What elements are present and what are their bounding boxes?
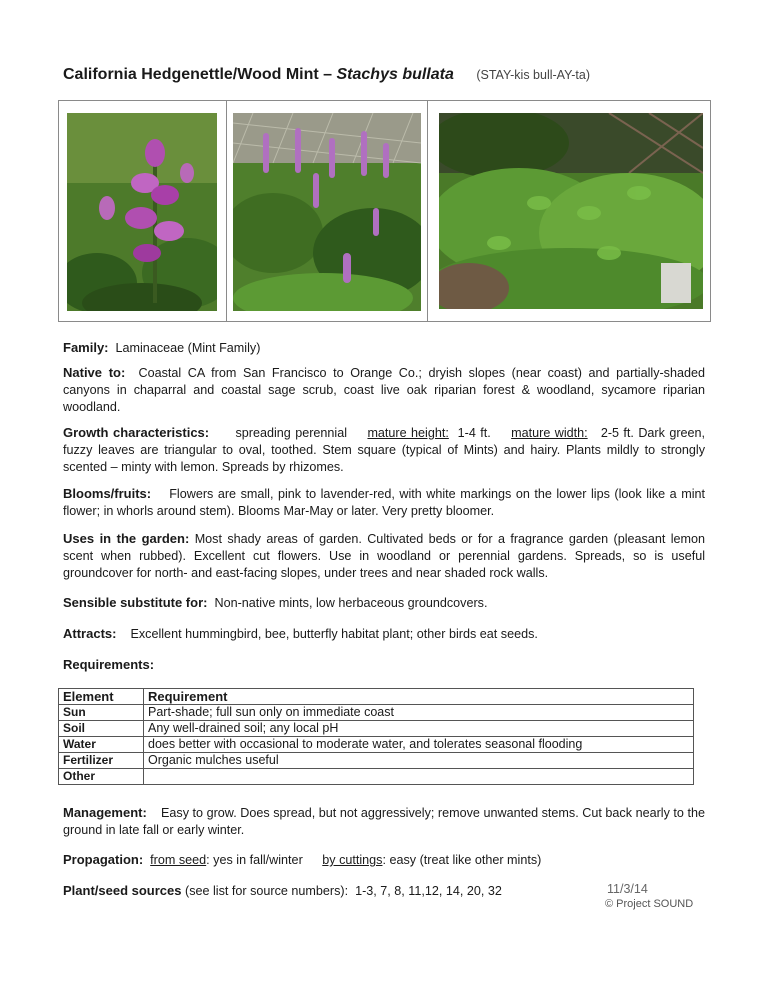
scientific-name: Stachys bullata [336, 66, 454, 83]
table-header-row [59, 689, 694, 705]
blooms-value: Flowers are small, pink to lavender-red, with white markings on the lower lips (look like a mint flower; in whorls around stem). Blooms Mar-May or later. Very pretty bloomer. [63, 487, 705, 518]
seed-label: from seed [150, 853, 207, 867]
management-section [63, 804, 705, 839]
growth-habit: spreading perennial [235, 426, 348, 440]
requirement-cell [144, 769, 694, 785]
column-header-requirement: Requirement [144, 689, 694, 705]
common-name: California Hedgenettle/Wood Mint – [63, 66, 337, 83]
table-row [59, 737, 694, 753]
requirements-heading [63, 656, 705, 674]
photo-divider [427, 101, 428, 321]
attracts-value: Excellent hummingbird, bee, butterfly habitat plant; other birds eat seeds. [130, 627, 538, 641]
native-label: Native to: [63, 365, 126, 380]
height-label: mature height: [367, 426, 449, 440]
native-section [63, 364, 705, 416]
growth-description: Dark green, fuzzy leaves are triangular to oval, toothed. Stem square (typical of Mints) and hairy. Plants mildly to strongly scented – minty with lemon. Spreads by rhizomes. [63, 426, 706, 474]
copyright: © Project SOUND [605, 898, 694, 910]
management-value: Easy to grow. Does spread, but not aggressively; remove unwanted stems. Cut back nearly to the ground in late fall or early winter. [63, 806, 705, 837]
uses-value: Most shady areas of garden. Cultivated beds or for a fragrance garden (pleasant lemon scent when rubbed). Excellent cut flowers. Use in woodland or perennial gardens. Spreads, so is useful groundcover for north- and east-facing slopes, under trees and near shaded rock walls. [63, 532, 706, 580]
photo-flower-spike [67, 113, 217, 311]
requirement-cell: Organic mulches useful [144, 753, 694, 769]
photo-groundcover [439, 113, 703, 309]
height-value: 1-4 ft. [457, 426, 491, 440]
seed-value: : yes in fall/winter [206, 853, 303, 867]
table-row [59, 705, 694, 721]
sources-value: 1-3, 7, 8, 11,12, 14, 20, 32 [355, 884, 502, 898]
requirements-table [58, 688, 694, 785]
substitute-label: Sensible substitute for: [63, 595, 208, 610]
width-value: 2-5 ft. [600, 426, 634, 440]
table-row [59, 721, 694, 737]
width-label: mature width: [511, 426, 588, 440]
pronunciation: (STAY-kis bull-AY-ta) [476, 68, 591, 82]
cutting-label: by cuttings [322, 853, 383, 867]
element-cell: Fertilizer [59, 753, 144, 769]
requirement-cell: Any well-drained soil; any local pH [144, 721, 694, 737]
propagation-label: Propagation: [63, 852, 144, 867]
growth-label: Growth characteristics: [63, 425, 210, 440]
sources-section [63, 882, 593, 900]
management-label: Management: [63, 805, 147, 820]
substitute-section [63, 594, 705, 612]
table-row [59, 769, 694, 785]
growth-section [63, 424, 705, 476]
attracts-label: Attracts: [63, 626, 117, 641]
photo-plant-clump [233, 113, 421, 311]
family-value: Laminaceae (Mint Family) [115, 341, 261, 355]
family-section [63, 339, 705, 357]
element-cell: Water [59, 737, 144, 753]
photo-divider [226, 101, 227, 321]
uses-label: Uses in the garden: [63, 531, 190, 546]
table-row [59, 753, 694, 769]
propagation-section [63, 851, 705, 869]
blooms-section [63, 485, 705, 520]
column-header-element: Element [59, 689, 144, 705]
revision-date: 11/3/14 [607, 882, 648, 896]
cutting-value: : easy (treat like other mints) [382, 853, 542, 867]
native-value: Coastal CA from San Francisco to Orange Co.; dryish slopes (near coast) and partially-shaded canyons in chaparral and coastal sage scrub, coast live oak riparian forest & woodland, sycamore riparian woodland. [63, 366, 706, 414]
photo-panel [58, 100, 711, 322]
requirement-cell: Part-shade; full sun only on immediate coast [144, 705, 694, 721]
requirements-label: Requirements: [63, 657, 155, 672]
element-cell: Sun [59, 705, 144, 721]
blooms-label: Blooms/fruits: [63, 486, 152, 501]
family-label: Family: [63, 340, 109, 355]
requirement-cell: does better with occasional to moderate water, and tolerates seasonal flooding [144, 737, 694, 753]
sources-label: Plant/seed sources [63, 883, 182, 898]
element-cell: Soil [59, 721, 144, 737]
attracts-section [63, 625, 705, 643]
element-cell: Other [59, 769, 144, 785]
page-title [63, 66, 713, 84]
uses-section [63, 530, 705, 582]
sources-note: (see list for source numbers): [181, 884, 349, 898]
substitute-value: Non-native mints, low herbaceous groundcovers. [214, 596, 488, 610]
